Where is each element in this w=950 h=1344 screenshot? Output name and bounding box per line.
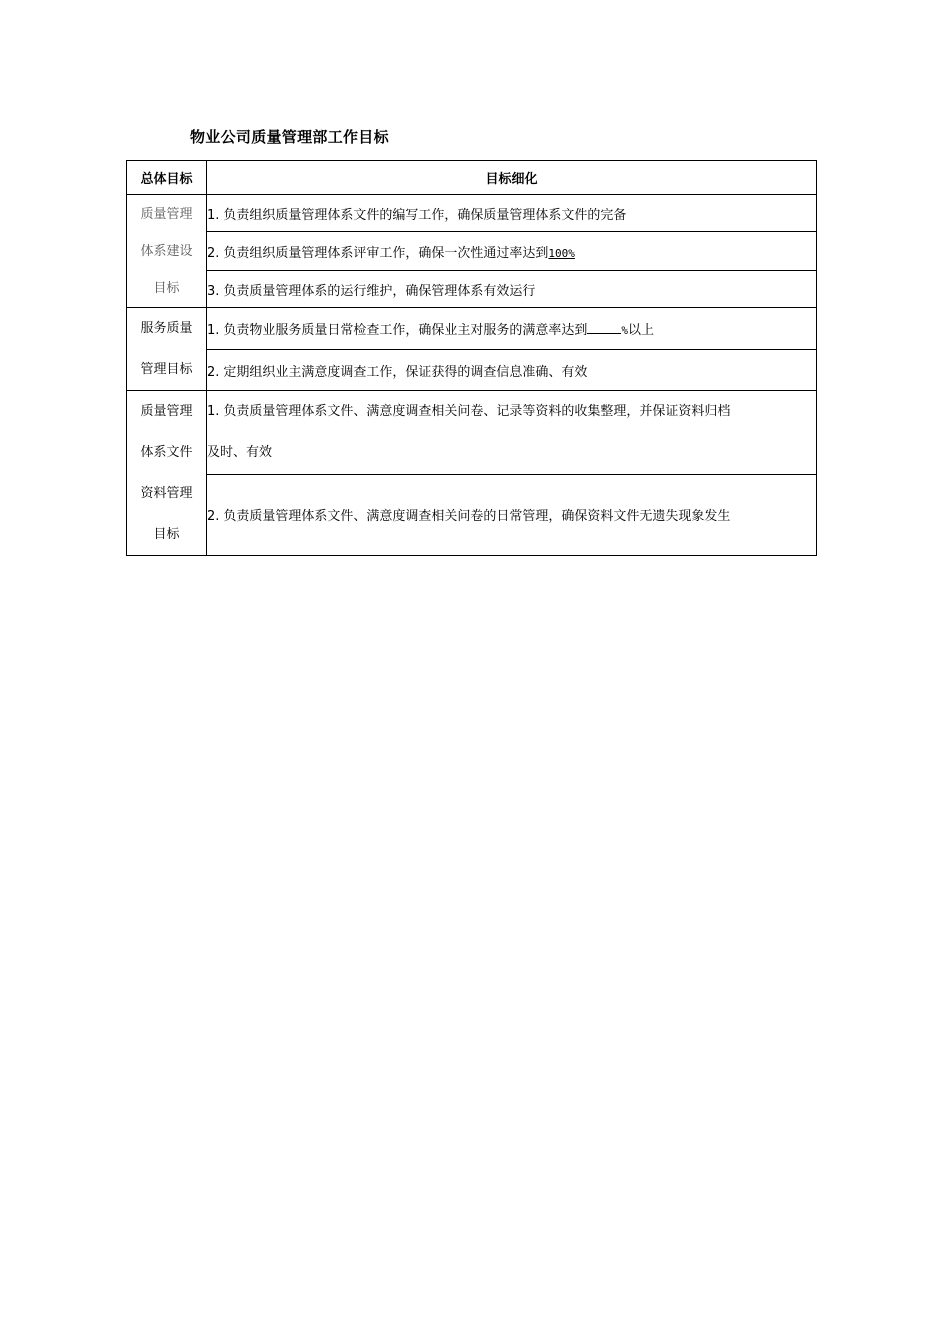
- table-header-row: [127, 161, 817, 195]
- item-text: 定期组织业主满意度调查工作，保证获得的调查信息准确、有效: [223, 364, 588, 380]
- item-number: 2.: [207, 245, 220, 261]
- goal-line: 目标: [153, 280, 180, 296]
- detail-cell: [207, 271, 817, 308]
- table-row: [127, 195, 817, 232]
- item-text-line1: 负责质量管理体系文件、满意度调查相关问卷、记录等资料的收集整理，并保证资料归档: [223, 404, 731, 420]
- item-suffix-text: 以上: [628, 323, 655, 339]
- detail-cell: [207, 195, 817, 232]
- item-number: 2.: [207, 509, 220, 525]
- goal-line: 质量管理: [140, 206, 193, 222]
- detail-item: [207, 208, 626, 223]
- detail-item: [207, 284, 535, 299]
- detail-cell: [207, 474, 817, 556]
- table-row: [127, 271, 817, 308]
- item-number: 3.: [207, 283, 220, 299]
- item-number: 2.: [207, 364, 220, 380]
- detail-item: [207, 365, 587, 380]
- goal-line: 服务质量: [140, 321, 193, 336]
- goal-line: 资料管理: [140, 486, 193, 501]
- goal-cell-service-quality: [127, 308, 207, 391]
- detail-cell: [207, 350, 817, 391]
- item-number: 1.: [207, 404, 220, 420]
- detail-item: [207, 323, 654, 338]
- detail-cell: [207, 391, 817, 475]
- table-row: [127, 391, 817, 475]
- fill-in-blank: [587, 321, 621, 334]
- goals-table: [126, 160, 817, 556]
- detail-cell: [207, 308, 817, 350]
- document-title: 物业公司质量管理部工作目标: [190, 128, 389, 146]
- percent-sign: %: [621, 324, 629, 338]
- goal-line: 质量管理: [140, 404, 193, 419]
- detail-item-line: [207, 391, 816, 432]
- goal-line: 体系建设: [140, 243, 193, 259]
- header-overall-goal: 总体目标: [127, 161, 207, 195]
- goal-line: 管理目标: [140, 362, 193, 377]
- item-text: 负责物业服务质量日常检查工作，确保业主对服务的满意率达到: [223, 323, 588, 339]
- item-text: 负责质量管理体系的运行维护，确保管理体系有效运行: [223, 283, 536, 299]
- detail-item-line: 及时、有效: [207, 445, 273, 461]
- item-number: 1.: [207, 323, 220, 339]
- table-row: [127, 232, 817, 271]
- detail-cell: [207, 232, 817, 271]
- item-text: 负责质量管理体系文件、满意度调查相关问卷的日常管理，确保资料文件无遗失现象发生: [223, 509, 731, 525]
- table-row: [127, 350, 817, 391]
- goal-cell-document-management: [127, 391, 207, 556]
- detail-item: [207, 246, 575, 261]
- table-row: [127, 474, 817, 556]
- table-row: [127, 308, 817, 350]
- header-goal-details: 目标细化: [207, 161, 817, 195]
- item-text: 负责组织质量管理体系评审工作，确保一次性通过率达到: [223, 245, 549, 261]
- goal-line: 目标: [153, 527, 180, 542]
- detail-item: [207, 509, 730, 524]
- item-number: 1.: [207, 207, 220, 223]
- goal-cell-system-building: [127, 195, 207, 308]
- pass-rate-value: 100%: [548, 246, 575, 260]
- goal-line: 体系文件: [140, 445, 193, 460]
- item-text: 负责组织质量管理体系文件的编写工作，确保质量管理体系文件的完备: [223, 207, 627, 223]
